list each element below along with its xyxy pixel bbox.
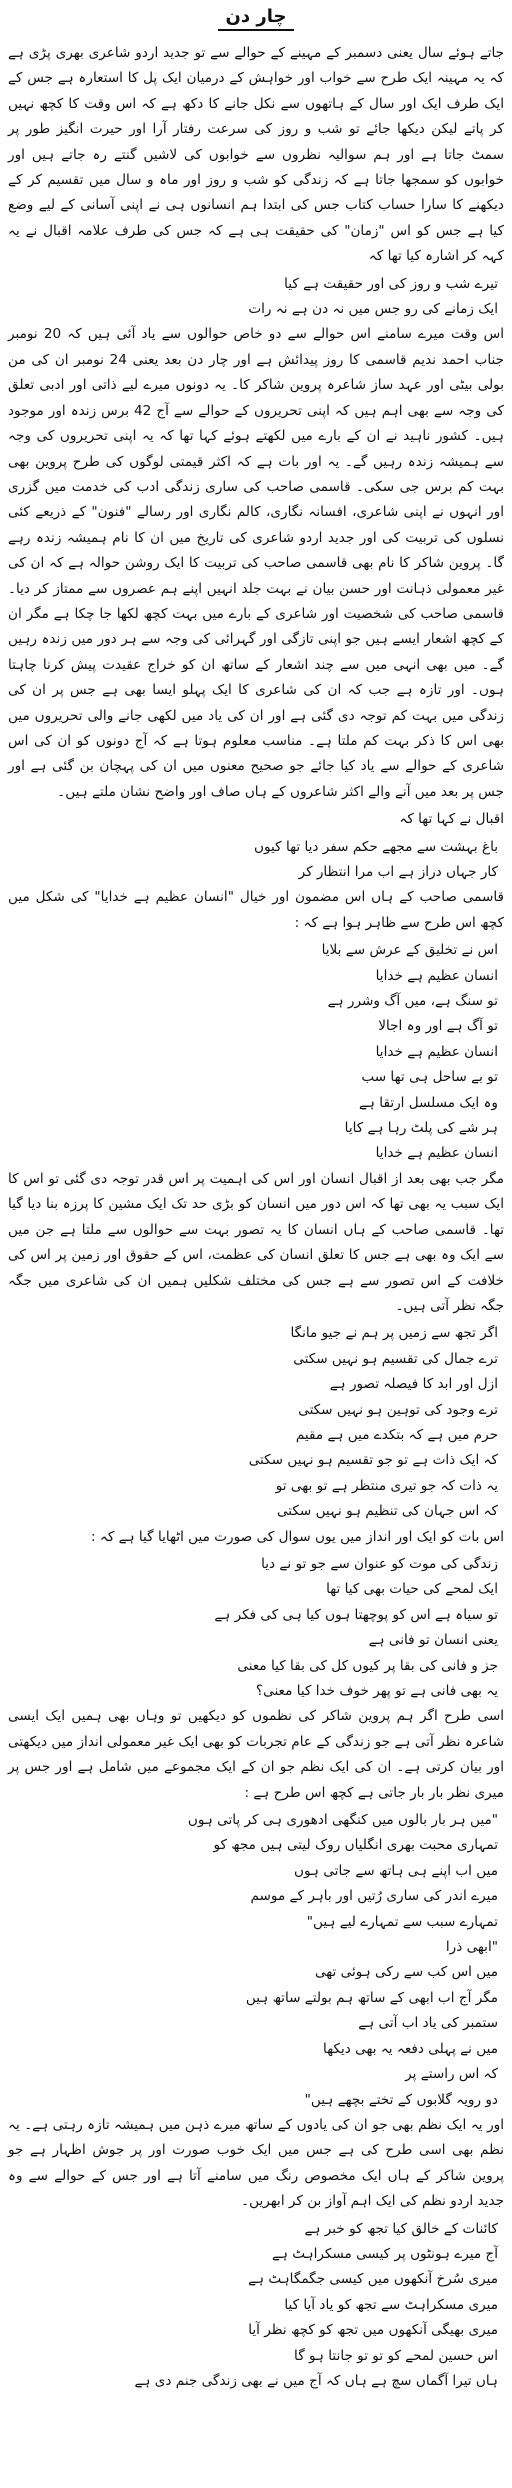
verse-line: انسان عظیم ہے خدایا	[375, 1145, 498, 1162]
verse-line: ہر شے کی پلٹ رہا ہے کایا	[344, 1120, 498, 1137]
paragraph: قاسمی صاحب کے ہاں اس مضمون اور خیال "انسان عظیم ہے خدایا" کی شکل میں کچھ اس طرح سے ظاہر ہوا ہے کہ :	[8, 889, 504, 931]
verse-line: حرم میں ہے کہ بتکدے میں ہے مقیم	[295, 1426, 498, 1443]
verse-line: دو رویہ گلابوں کے تختے بچھے ہیں"	[304, 2091, 498, 2108]
verse-line: تو سنگ ہے، میں آگ وشرر ہے	[327, 993, 498, 1010]
verse-line: کہ ایک ذات ہے تو جو تقسیم ہو نہیں سکتی	[248, 1452, 498, 1469]
verse-line: تو سیاہ ہے اس کو پوچھتا ہوں کیا ہی کی فکر ہے	[214, 1606, 498, 1623]
paragraph: اسی طرح اگر ہم پروین شاکر کی نظموں کو دیکھیں تو وہاں بھی ہمیں ایک ایسی شاعرہ نظر آتی ہے جو زندگی کے عام تجربات کو بھی ایک غیر معمولی انداز میں دیکھتی اور بیان کرتی ہے۔ ان کی ایک نظم جو ان کے ایک مجموعے میں شامل ہے اور جس پر میری نظر بار بار جاتی ہے کچھ اس طرح ہے :	[8, 1708, 504, 1801]
verse-line: یہ بھی فانی ہے تو پھر خوف خدا کیا معنی؟	[255, 1683, 498, 1699]
verse-line: ترے جمال کی تقسیم ہو نہیں سکتی	[293, 1350, 498, 1367]
verse-line: ایک زمانے کی رو جس میں نہ دن ہے نہ رات	[248, 301, 498, 318]
verse-line: جز و فانی کی بقا پر کیوں کل کی بقا کیا معنی	[237, 1657, 498, 1674]
verse-line: ہاں تیرا آگماں سچ ہے ہاں کہ آج میں نے بھی زندگی جنم دی ہے	[134, 2372, 498, 2389]
verse-line: کہ اس جہان کی تنظیم ہو نہیں سکتی	[276, 1503, 498, 1520]
verse-line: ترے وجود کی توہین ہو نہیں سکتی	[298, 1401, 498, 1418]
verse-line: "ابھی ذرا	[445, 1939, 498, 1956]
article-title: چار دن	[218, 6, 295, 31]
verse-line: زندگی کی موت کو عنوان سے جو تو نے دیا	[261, 1555, 498, 1572]
paragraph: مگر جب بھی بعد از اقبال انسان اور اس کی اہمیت پر اس قدر توجہ دی گئی تو اس کا ایک سبب یہ بھی تھا کہ اس دور میں انسان کو بڑی حد تک ایک مشین کا پرزہ بنا دیا گیا تھا۔ قاسمی صاحب کے ہاں انسان کا یہ تصور بہت سے حوالوں سے ملتا ہے جن میں سے ایک وہ بھی ہے جس کا تعلق انسان کی عظمت، اس کے حقوق اور زمین پر اس کی خلافت کے اس تصور سے ہے جس کی مختلف شکلیں ہمیں ان کی شاعری میں جگہ جگہ نظر آتی ہیں۔	[8, 1170, 504, 1314]
verse-line: باغ بہشت سے مجھے حکم سفر دیا تھا کیوں	[254, 838, 498, 855]
paragraph: اور یہ ایک نظم بھی جو ان کی یادوں کے ساتھ میرے ذہن میں ہمیشہ تازہ رہتی ہے۔ یہ نظم بھی اسی طرح کی ہے جس میں ایک خوب صورت اور پر جوش اظہار ہے جو پروین شاکر کے ہاں ایک مخصوص رنگ میں سامنے آتا ہے اور جس کے حوالے سے وہ جدید اردو نظم کی ایک اہم آواز بن کر ابھریں۔	[8, 2116, 504, 2210]
verse-line: میں اب اپنے ہی ہاتھ سے جاتی ہوں	[294, 1862, 498, 1879]
verse-line: مگر آج اب ابھی کے ساتھ ہم بولتے ساتھ ہیں	[245, 1989, 498, 2006]
verse-line: کار جہاں دراز ہے اب مرا انتظار کر	[298, 864, 498, 880]
verse-line: میرے اندر کی ساری رُتیں اور باہر کے موسم	[250, 1888, 498, 1905]
verse-line: یعنی انسان تو فانی ہے	[368, 1632, 498, 1649]
verse-line: میری بھیگی آنکھوں میں تجھ کو کچھ نظر آیا	[248, 2322, 498, 2339]
paragraph: اس بات کو ایک اور انداز میں یوں سوال کی صورت میں اٹھایا گیا ہے کہ :	[91, 1528, 504, 1545]
verse-line: میں نے پہلی دفعہ یہ بھی دیکھا	[323, 2040, 498, 2057]
verse-line: میری مسکراہٹ سے تجھ کو یاد آیا کیا	[284, 2296, 498, 2313]
paragraph: اس وقت میرے سامنے اس حوالے سے دو خاص حوالوں سے یاد آئی ہیں کہ 20 نومبر جناب احمد ندیم قاسمی کا روز پیدائش ہے اور چار دن بعد یعنی 24 نومبر ان کی من بولی بیٹی اور عہد ساز شاعرہ پروین شاکر کا۔ یہ دونوں میرے لیے ذاتی اور ادبی تعلق کی وجہ سے بھی اہم ہیں کہ اپنی تحریروں کے حوالے سے آج 42 برس زندہ اور موجود ہیں۔ کشور ناہید نے ان کے بارے میں لکھتے ہوئے کہا تھا کہ یہ اپنی تحریروں کی وجہ سے ہمیشہ زندہ رہیں گے۔ یہ اور بات ہے کہ اکثر قیمتی لوگوں کی طرح پروین بھی بہت کم برس جی سکی۔ قاسمی صاحب کی ساری زندگی ادب کی خدمت میں گزری اور انہوں نے اپنی شاعری، افسانہ نگاری، کالم نگاری اور رسالے "فنون" کے ذریعے کئی نسلوں کی تربیت کی اور جدید اردو شاعری کی تاریخ میں ان کا نام ہمیشہ زندہ رہے گا۔ پروین شاکر کا نام بھی قاسمی صاحب کی تربیت کا ایک روشن حوالہ ہے کہ ان کی غیر معمولی ذہانت اور حسن بیان نے بہت جلد انہیں اپنے ہم عصروں سے ممتاز کر دیا۔ قاسمی صاحب کی شخصیت اور شاعری کے بارے میں بہت کچھ لکھا جا چکا ہے مگر ان کے کچھ اشعار ایسے ہیں جو اپنی تازگی اور گہرائی کی وجہ سے ہر دور میں زندہ رہیں گے۔ میں بھی انہی میں سے چند اشعار کے ساتھ ان کو خراج عقیدت پیش کرنا چاہتا ہوں۔ اور تازہ ہے جب کہ ان کی شاعری کا ایک پہلو ایسا بھی ہے جس پر ان کی زندگی میں بہت کم توجہ دی گئی ہے اور ان کی یاد میں لکھی جانے والی تحریروں میں بھی اس کا ذکر بہت کم ملتا ہے۔ مناسب معلوم ہوتا ہے کہ آج دونوں کو ان کی اس شاعری کے حوالے سے یاد کیا جائے جو صحیح معنوں میں ان کی پہچان بن گئی ہے اور جس پر بعد میں آنے والے اکثر شاعروں کے ہاں صاف اور واضح نشان ملتے ہیں۔	[8, 326, 504, 800]
verse-line: یہ ذات کہ جو تیری منتظر ہے تو بھی تو	[275, 1477, 498, 1494]
paragraph: جاتے ہوئے سال یعنی دسمبر کے مہینے کے حوالے سے تو جدید اردو شاعری بھری پڑی ہے کہ یہ مہینہ ایک طرح سے خواب اور خواہش کے درمیان ایک پل کا استعارہ ہے جس کے ایک طرف ایک اور سال کے ہاتھوں سے نکل جانے کا دکھ ہے کہ اس وقت کا کچھ نہیں کر پاتے لیکن دیکھا جائے تو شب و روز کی سرعت رفتار آرا اور حیرت انگیز طور پر سمٹ جاتا ہے اور ہم سوالیہ نظروں سے خوابوں کی لاشیں گنتے رہ جاتے ہیں اور خوابوں کو سمجھا جاتا ہے کہ زندگی کو شب و روز اور ماہ و سال میں تقسیم کر کے دیکھنے کا سارا حساب کتاب جس کی ابتدا ہم انسانوں ہی نے اپنی آسانی کے لیے وضع کیا ہے جس کو اس "زمان" کی حقیقت ہی ہے کہ جس کی طرف علامہ اقبال نے یہ کہہ کر اشارہ کیا تھا کہ	[8, 45, 504, 265]
verse-line: ازل اور ابد کا فیصلہ تصور ہے	[329, 1376, 498, 1393]
verse-line: تمہاری محبت بھری انگلیاں روک لیتی ہیں مجھ کو	[213, 1837, 498, 1854]
verse-line: ستمبر کی یاد اب آتی ہے	[358, 2015, 498, 2032]
verse-line: اس حسین لمحے کو تو تو جانتا ہو گا	[294, 2347, 498, 2364]
verse-line: انسان عظیم ہے خدایا	[375, 967, 498, 984]
verse-line: اس نے تخلیق کے عرش سے بلایا	[321, 942, 498, 959]
verse-line: ایک لمحے کی حیات بھی کیا تھا	[326, 1581, 498, 1598]
verse-line: اگر تجھ سے زمیں پر ہم نے جیو مانگا	[290, 1325, 498, 1342]
verse-line: تو بے ساحل ہی تھا سب	[361, 1069, 498, 1086]
article-body	[8, 41, 504, 2394]
verse-line: وہ ایک مسلسل ارتقا ہے	[359, 1094, 498, 1111]
verse-line: میری سُرخ آنکھوں میں کیسی جگمگاہٹ ہے	[248, 2271, 498, 2288]
verse-line: "میں ہر بار بالوں میں کنگھی ادھوری ہی کر پاتی ہوں	[187, 1812, 498, 1829]
paragraph: اقبال نے کہا تھا کہ	[399, 811, 504, 828]
verse-line: کائنات کے خالق کیا تجھ کو خبر ہے	[304, 2220, 498, 2237]
title-wrap	[8, 6, 504, 31]
verse-line: آج میرے ہونٹوں پر کیسی مسکراہٹ ہے	[272, 2245, 498, 2262]
verse-line: کہ اس راستے پر	[405, 2066, 498, 2083]
verse-line: تمہارے سبب سے تمہارے لیے ہیں"	[306, 1913, 498, 1930]
verse-line: انسان عظیم ہے خدایا	[375, 1043, 498, 1060]
verse-line: میں اس کب سے رکی ہوئی تھی	[314, 1964, 498, 1981]
verse-line: تو آگ ہے اور وہ اجالا	[378, 1018, 498, 1035]
verse-line: تیرے شب و روز کی اور حقیقت ہے کیا	[284, 275, 498, 292]
